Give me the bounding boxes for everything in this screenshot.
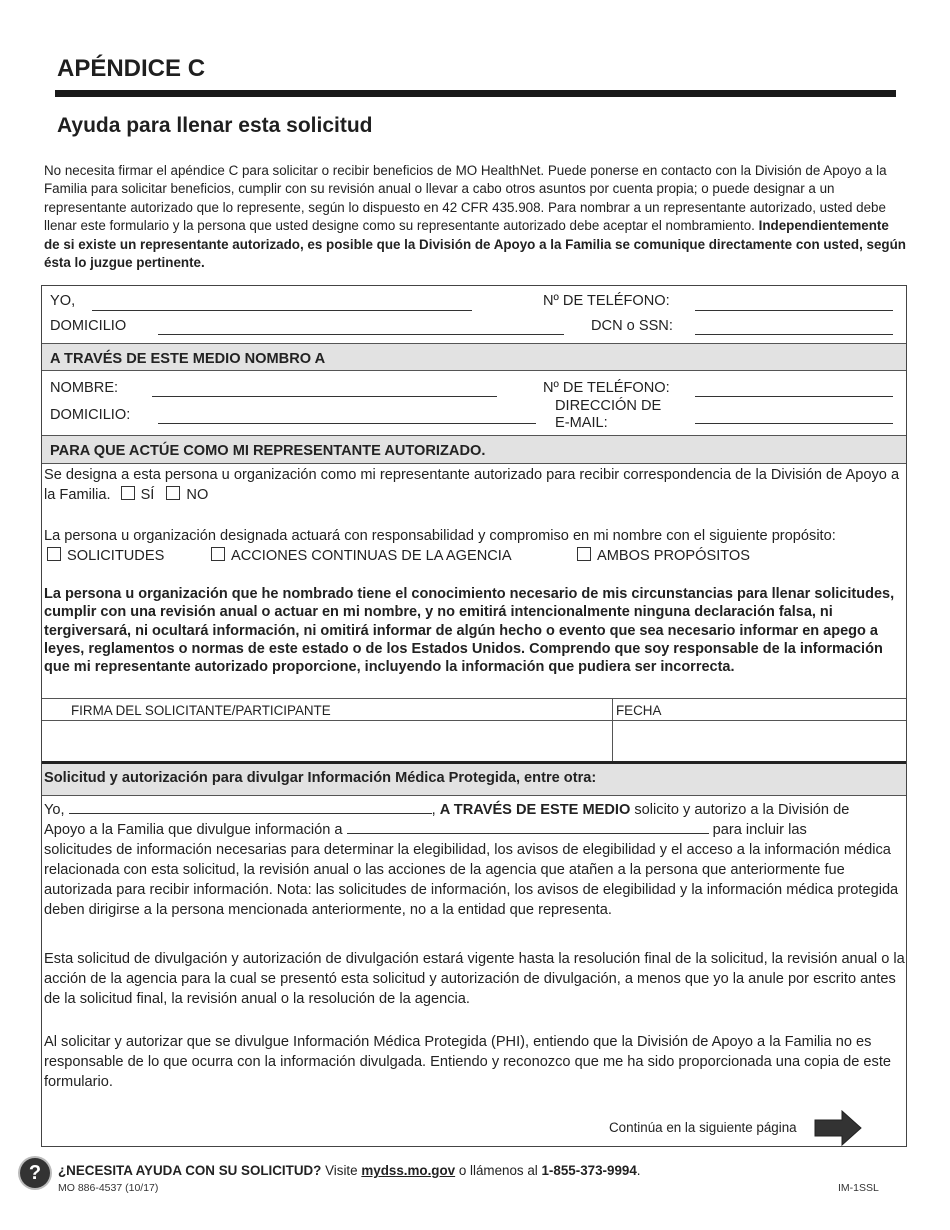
rep-phone-field[interactable] xyxy=(695,396,893,397)
phi-paragraph-3: Al solicitar y autorizar que se divulgue Información Médica Protegida (PHI), entiendo que la División de Apoyo a la Familia no es responsable de lo que ocurra con la información divulgada. Entiendo y reconozco que me ha sido proporcionada una copia de este formulario. xyxy=(44,1034,891,1090)
signature-label: FIRMA DEL SOLICITANTE/PARTICIPANTE xyxy=(71,703,331,718)
phi-heading: Solicitud y autorización para divulgar Información Médica Protegida, entre otra: xyxy=(44,770,597,786)
yes-label: SÍ xyxy=(140,487,155,503)
appoint-band xyxy=(42,343,906,371)
no-checkbox[interactable] xyxy=(166,486,180,500)
date-field[interactable] xyxy=(614,722,905,760)
footer-call: o llámenos al xyxy=(458,1163,538,1178)
declaration-text: La persona u organización que he nombrado tiene el conocimiento necesario de mis circunstancias para llenar solicitudes, cumplir con una revisión anual o actuar en mi nombre, y no emitirá intencionalmente ninguna declaración falsa, ni tergiversará, ni ocultará información, ni omitirá informar de algún hecho o evento que sea necesario informar en apego a leyes, reglamentos o normas de este estado o de los Estados Unidos. Comprendo que soy responsable de la información que mi representante autorizado proporcione, incluyendo la información que pudiera ser incorrecta. xyxy=(44,586,895,676)
designation-text: Se designa a esta persona u organización como mi representante autorizado para recibir correspondencia de la División de Apoyo a la Familia. xyxy=(44,467,900,503)
yo-label: YO, xyxy=(50,293,76,309)
dcn-label: DCN o SSN: xyxy=(591,318,673,334)
designation-paragraph xyxy=(44,465,906,505)
applications-checkbox[interactable] xyxy=(47,547,61,561)
form-code: IM-1SSL xyxy=(838,1182,879,1194)
applicant-phone-label: Nº DE TELÉFONO: xyxy=(543,293,670,309)
footer-help-question: ¿NECESITA AYUDA CON SU SOLICITUD? xyxy=(58,1163,322,1178)
both-label: AMBOS PROPÓSITOS xyxy=(597,548,750,564)
continue-arrow-icon xyxy=(814,1110,862,1146)
rep-name-field[interactable] xyxy=(152,396,497,397)
applicant-phone-field[interactable] xyxy=(695,310,893,311)
no-label: NO xyxy=(186,487,209,503)
both-checkbox[interactable] xyxy=(577,547,591,561)
page-subtitle: Ayuda para llenar esta solicitud xyxy=(57,114,373,137)
option-both[interactable] xyxy=(577,546,750,566)
rep-email-label-1: DIRECCIÓN DE xyxy=(555,398,662,414)
footer-link[interactable]: mydss.mo.gov xyxy=(361,1163,456,1178)
applications-label: SOLICITUDES xyxy=(67,548,165,564)
rep-address-label: DOMICILIO: xyxy=(50,407,131,423)
phi-recipient-field[interactable] xyxy=(347,820,709,834)
rep-address-field[interactable] xyxy=(158,423,536,424)
footer-phone: 1-855-373-9994 xyxy=(541,1163,637,1178)
yes-checkbox[interactable] xyxy=(121,486,135,500)
phi-line-1: Yo, , A TRAVÉS DE ESTE MEDIO solicito y autorizo a la División de xyxy=(44,802,850,818)
phi-hereby: A TRAVÉS DE ESTE MEDIO xyxy=(439,802,631,818)
phi-disclose: Apoyo a la Familia que divulgue información a xyxy=(44,822,343,838)
rep-phone-label: Nº DE TELÉFONO: xyxy=(543,380,670,396)
phi-name-field[interactable] xyxy=(69,800,432,814)
intro-paragraph: No necesita firmar el apéndice C para solicitar o recibir beneficios de MO HealthNet. Puede ponerse en contacto con la División de Apoyo a la Familia para solicitar beneficios, cumplir con su revisión anual o llevar a cabo otros asuntos por cuenta propia; o puede designar a un representante autorizado que lo represente, según lo dispuesto en 42 CFR 435.908. Para nombrar a un representante autorizado, usted debe llenar este formulario y la persona que usted designe como su representante autorizado debe aceptar el nombramiento. xyxy=(44,163,887,234)
appoint-heading: A TRAVÉS DE ESTE MEDIO NOMBRO A xyxy=(50,351,326,367)
phi-request: solicito y autorizo a la División de xyxy=(634,802,850,818)
option-applications[interactable] xyxy=(47,546,164,566)
act-heading: PARA QUE ACTÚE COMO MI REPRESENTANTE AUTORIZADO. xyxy=(50,443,486,459)
signature-divider xyxy=(612,698,613,761)
phi-line-2 xyxy=(44,820,906,840)
title-rule xyxy=(55,90,896,97)
phi-paragraph-2: Esta solicitud de divulgación y autorización de divulgación estará vigente hasta la resolución final de la solicitud, la revisión anual o la acción de la agencia para la cual se presentó esta solicitud y autorización de divulgación, a menos que yo la anule por escrito antes de la solicitud final, la revisión anual o la resolución de la agencia. xyxy=(44,951,905,1007)
ongoing-actions-label: ACCIONES CONTINUAS DE LA AGENCIA xyxy=(231,548,512,564)
phi-paragraph-1-rest: solicitudes de información necesarias para determinar la elegibilidad, los avisos de elegibilidad y el acceso a la información médica relacionada con esta solicitud, la revisión anual o las acciones de la agencia que atañen a la persona que anteriormente fue autorizada para recibir información. Nota: las solicitudes de información, los avisos de elegibilidad y la información médica protegida deben dirigirse a la persona mencionada anteriormente, no a la entidad que representa. xyxy=(44,842,899,918)
date-label: FECHA xyxy=(616,703,662,718)
signature-top-rule xyxy=(42,698,906,699)
continue-text: Continúa en la siguiente página xyxy=(609,1120,797,1135)
intro-bold: Independientemente de si existe un representante autorizado, es posible que la División de Apoyo a la Familia se comunique directamente con usted, según ésta lo juzgue pertinente. xyxy=(44,218,906,271)
footer-visit: Visite xyxy=(325,1163,358,1178)
footer-help-line: ¿NECESITA AYUDA CON SU SOLICITUD? Visite mydss.mo.gov o llámenos al 1-855-373-9994. xyxy=(58,1163,641,1178)
intro-text xyxy=(44,162,906,272)
signature-field[interactable] xyxy=(43,722,611,760)
help-icon: ? xyxy=(20,1158,50,1188)
dcn-field[interactable] xyxy=(695,334,893,335)
form-number: MO 886-4537 (10/17) xyxy=(58,1182,159,1194)
yo-field[interactable] xyxy=(92,310,472,311)
option-ongoing-actions[interactable] xyxy=(211,546,512,566)
applicant-address-field[interactable] xyxy=(158,334,564,335)
phi-band xyxy=(42,764,906,796)
rep-email-field[interactable] xyxy=(695,423,893,424)
act-band xyxy=(42,435,906,464)
ongoing-actions-checkbox[interactable] xyxy=(211,547,225,561)
phi-yo: Yo, xyxy=(44,802,65,818)
rep-name-label: NOMBRE: xyxy=(50,380,119,396)
signature-mid-rule xyxy=(42,720,906,721)
rep-email-label-2: E-MAIL: xyxy=(555,415,608,431)
purpose-text: La persona u organización designada actuará con responsabilidad y compromiso en mi nombre con el siguiente propósito: xyxy=(44,528,836,544)
page-title: APÉNDICE C xyxy=(57,55,206,82)
applicant-address-label: DOMICILIO xyxy=(50,318,127,334)
phi-include: para incluir las xyxy=(712,822,807,838)
